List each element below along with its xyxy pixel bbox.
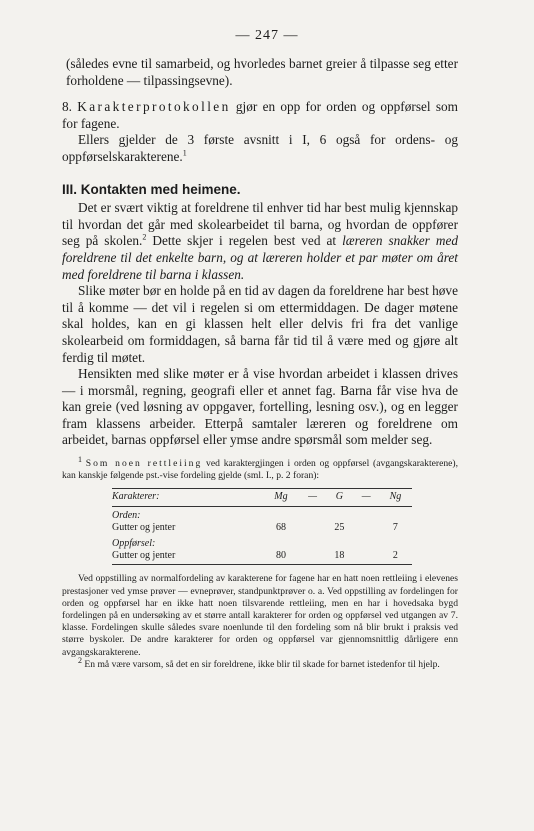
term-karakterprotokollen: Karakterprotokollen <box>77 99 231 115</box>
grade-table-header: Karakterer: Mg — G — Ng <box>112 489 412 506</box>
item-8-continuation: Ellers gjelder de 3 første avsnitt i I, 6 også for ordens- og oppførselskarakterene.$^1$ <box>62 132 458 164</box>
footnote-1-continuation: Ved oppstilling av normalfordeling av karakterene for fagene har en hatt noen rettleiing i elevenes prestasjoner ved ymse prøver — evneprøver, standpunktprøver o. a. Ved oppstilling av fordelingen for orden og oppførsel har en ikke hatt noen tilsvarende rettleiing, men en har i hovedsaka bygd fordelingen på en undersøking av et større antall karakterer for orden og oppførsel ved utgangen av 7. klasse. Fordelingen skulle således svare noenlunde til den fordeling som nå blir brukt i praksis ved større byskoler. De andre karakterer for orden og oppførsel var gjennomsnittlig dårligere enn avgangskarakterene. <box>62 573 458 658</box>
footnote-ref-1: 1 <box>182 148 187 158</box>
group-label-oppforsel: Oppførsel: <box>112 538 156 550</box>
grade-table <box>112 488 412 565</box>
footnote-ref-2: 2 <box>142 232 147 242</box>
item-8: 8. Karakterprotokollen gjør en opp for orden og oppførsel som for fagene. <box>62 99 458 131</box>
paragraph-2: Slike møter bør en holde på en tid av dagen da foreldrene har best høve til å komme — det vil i regelen si om ettermiddagen. De dager møtene skal holdes, kan en gi klassen helt eller delvis fri fra det vanlige skolearbeid om formiddagen, så barna får tid til å være med og gjøre alt ferdig til møtet. <box>62 283 458 365</box>
footnote-2: $^2$ En må være varsom, så det en sir foreldrene, ikke blir til skade for barnet istedenfor til hjelp. <box>78 655 440 670</box>
intro-paragraph: (således evne til samarbeid, og hvorledes barnet greier å tilpasse seg etter forholdene — tilpassingsevne). <box>66 56 458 88</box>
footnotes <box>62 454 458 671</box>
section-heading: III. Kontakten med heimene. <box>62 181 241 197</box>
page-number: — 247 — <box>235 28 299 43</box>
table-row-oppforsel: Gutter og jenter 80 18 2 <box>112 550 412 565</box>
paragraph-3: Hensikten med slike møter er å vise hvordan arbeidet i klassen drives — i morsmål, regning, geografi eller et annet fag. Barna får vise hva de kan greie (ved løsning av oppgaver, fortelling, lesning osv.), og en legger fram klassens arbeider. Etterpå samtaler læreren og foreldrene om arbeidet, barnas oppførsel eller ymse andre spørsmål som melder seg. <box>62 366 458 448</box>
footnote-1: $^1$ Som noen rettleiing ved karaktergjingen i orden og oppførsel (avgangskarakterene), kan kanskje følgende pst.-vise fordeling gjelde (sml. I., p. 2 foran): <box>62 454 458 482</box>
paragraph-1: Det er svært viktig at foreldrene til enhver tid har best mulig kjennskap til hvordan det går med skolearbeidet til barna, og hvordan de oppfører seg på skolen.$^2$ Dette skjer i regelen best ved at læreren snakker med foreldrene til det enkelte barn, og at læreren holder et par møter om året med foreldrene til barna i klassen. <box>62 200 458 282</box>
emphasized-text: læreren snakker med foreldrene til det enkelte barn, og at læreren holder et par møter om året med foreldrene til barna i klassen. <box>62 233 458 282</box>
table-row-orden: Gutter og jenter 68 25 7 <box>112 521 398 533</box>
group-label-orden: Orden: <box>112 509 141 521</box>
main-text <box>62 56 458 449</box>
